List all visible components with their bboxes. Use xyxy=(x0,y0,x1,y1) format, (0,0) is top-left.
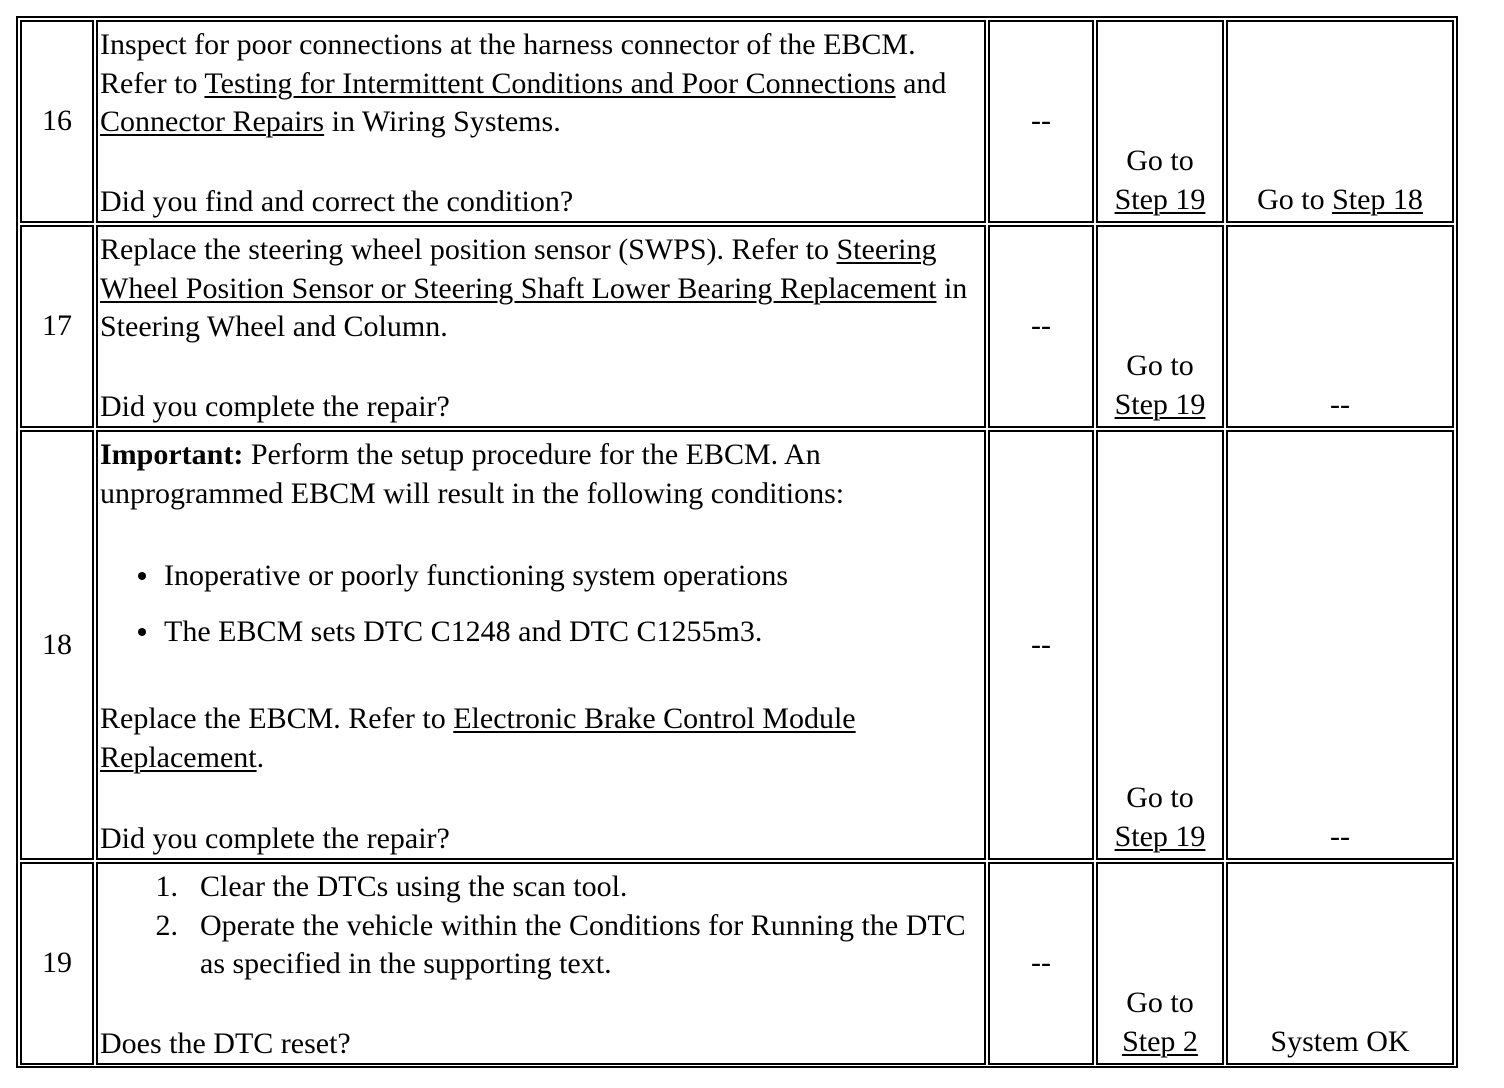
step-description xyxy=(96,430,986,860)
step-description xyxy=(96,862,986,1065)
step-value: -- xyxy=(988,430,1094,860)
go-to-step-18-link[interactable]: Step 18 xyxy=(1332,182,1423,216)
list-item: The EBCM sets DTC C1248 and DTC C1255m3. xyxy=(100,613,982,652)
go-to-step-19-link[interactable]: Step 19 xyxy=(1114,819,1206,853)
step-description xyxy=(96,20,986,223)
step-number-text: 17 xyxy=(42,309,72,343)
step-question: Did you complete the repair? xyxy=(100,389,450,423)
list-number: 1. xyxy=(155,870,178,903)
testing-intermittent-link[interactable]: Testing for Intermittent Conditions and Poor Connections xyxy=(204,66,896,100)
step-value: -- xyxy=(988,225,1094,428)
numbered-steps xyxy=(100,868,982,984)
condition-list xyxy=(100,557,982,651)
step-number xyxy=(20,225,94,428)
yes-prefix: Go to xyxy=(1126,349,1194,382)
no-prefix: Go to xyxy=(1257,182,1333,216)
step-question: Did you complete the repair? xyxy=(100,821,450,855)
important-note: Important: Perform the setup procedure for the EBCM. An unprogrammed EBCM will result in the following conditions: xyxy=(100,438,845,510)
yes-action xyxy=(1096,225,1224,428)
yes-prefix: Go to xyxy=(1126,986,1194,1019)
step-number xyxy=(20,862,94,1065)
connector-repairs-link[interactable]: Connector Repairs xyxy=(100,105,325,138)
bullet-icon xyxy=(138,572,146,580)
go-to-step-19-link[interactable]: Step 19 xyxy=(1114,387,1206,421)
go-to-step-19-link[interactable]: Step 19 xyxy=(1114,182,1206,216)
list-item: 2. Operate the vehicle within the Conditions for Running the DTC as specified in the supporting text. xyxy=(100,907,982,984)
step-description xyxy=(96,225,986,428)
ebcm-replacement-link[interactable]: Electronic Brake Control Module Replacement xyxy=(100,702,856,774)
no-action xyxy=(1226,862,1454,1065)
list-item: Inoperative or poorly functioning system operations xyxy=(100,557,982,596)
step-value: -- xyxy=(988,20,1094,223)
no-action xyxy=(1226,430,1454,860)
step-question: Did you find and correct the condition? xyxy=(100,184,574,218)
step-number xyxy=(20,430,94,860)
important-label: Important: xyxy=(100,438,244,471)
bullet-icon xyxy=(138,628,146,636)
system-ok-text: System OK xyxy=(1270,1024,1410,1058)
yes-action xyxy=(1096,862,1224,1065)
step-number xyxy=(20,20,94,223)
swps-replacement-link[interactable]: Steering Wheel Position Sensor or Steering Shaft Lower Bearing Replacement xyxy=(100,233,937,305)
no-text: -- xyxy=(1330,819,1350,853)
step-question: Does the DTC reset? xyxy=(100,1026,351,1060)
step-instruction: Replace the EBCM. Refer to Electronic Brake Control Module Replacement. xyxy=(100,702,856,774)
no-action xyxy=(1226,225,1454,428)
list-item: 1. Clear the DTCs using the scan tool. xyxy=(100,868,982,907)
step-instruction: Inspect for poor connections at the harness connector of the EBCM. Refer to Testing for Intermittent Conditions and Poor Connections and Connector Repairs in Wiring Systems. xyxy=(100,28,947,138)
step-number-text: 19 xyxy=(42,946,72,980)
step-value: -- xyxy=(988,862,1094,1065)
yes-prefix: Go to xyxy=(1126,781,1194,814)
yes-action xyxy=(1096,20,1224,223)
go-to-step-2-link[interactable]: Step 2 xyxy=(1122,1024,1198,1058)
step-number-text: 18 xyxy=(42,627,72,661)
no-action xyxy=(1226,20,1454,223)
step-number-text: 16 xyxy=(42,104,72,138)
list-number: 2. xyxy=(155,908,178,942)
yes-prefix: Go to xyxy=(1126,144,1194,177)
no-text: -- xyxy=(1330,387,1350,421)
yes-action xyxy=(1096,430,1224,860)
step-instruction: Replace the steering wheel position sensor (SWPS). Refer to Steering Wheel Position Sensor or Steering Shaft Lower Bearing Replacement in Steering Wheel and Column. xyxy=(100,233,968,343)
